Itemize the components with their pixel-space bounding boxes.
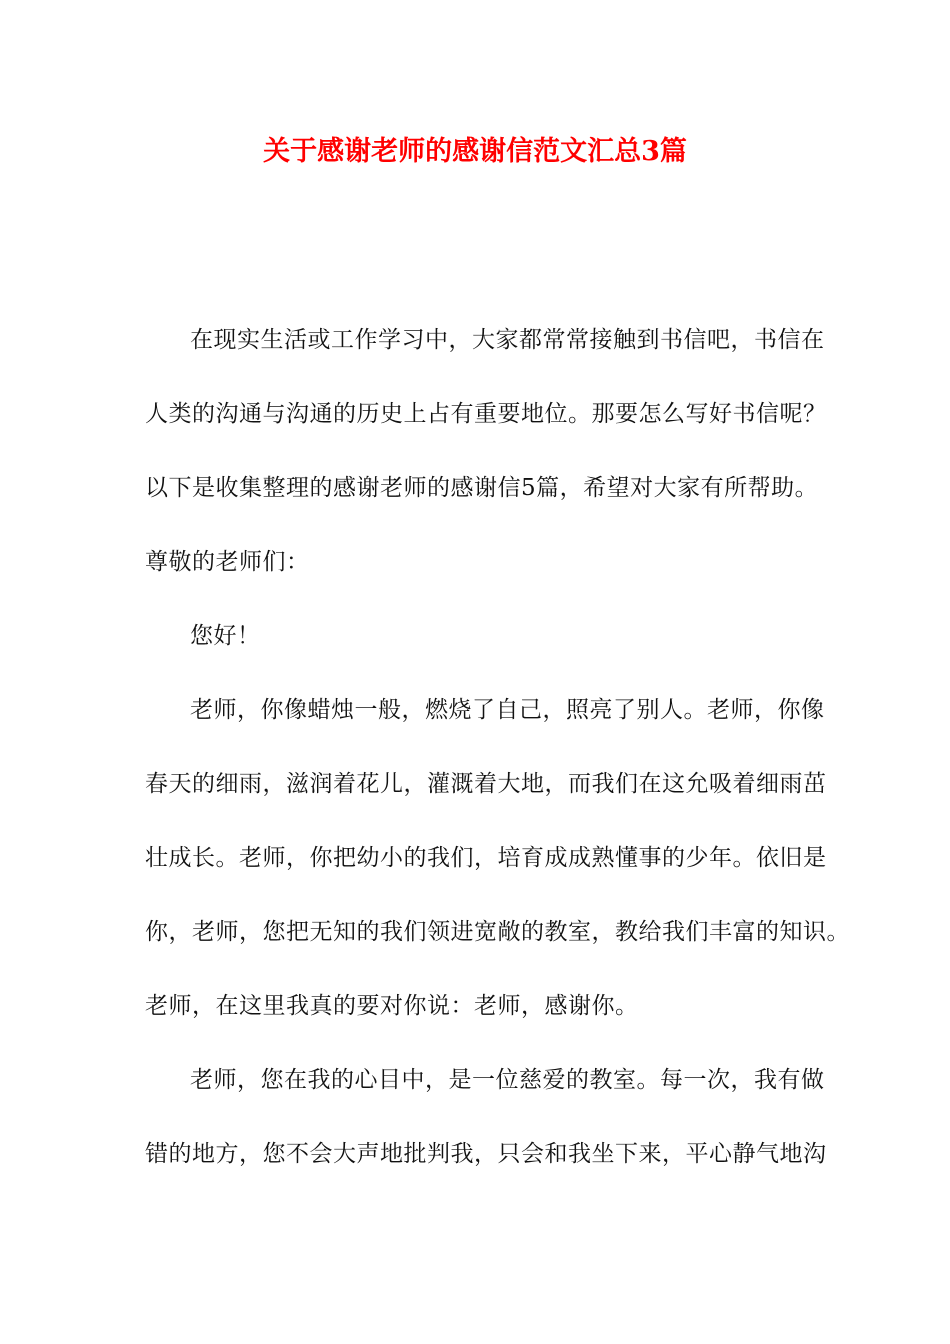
paragraph-line: 春天的细雨，滋润着花儿，灌溉着大地，而我们在这允吸着细雨茁 [145,771,827,797]
paragraph-line: 在现实生活或工作学习中，大家都常常接触到书信吧，书信在 [190,327,825,353]
salutation-line: 尊敬的老师们： [145,549,310,575]
paragraph-line: 老师，在这里我真的要对你说：老师，感谢你。 [145,993,639,1019]
paragraph-line: 你，老师，您把无知的我们领进宽敞的教室，教给我们丰富的知识。 [145,919,850,945]
greeting-line: 您好！ [190,623,261,649]
paragraph-line: 壮成长。老师，你把幼小的我们，培育成成熟懂事的少年。依旧是 [145,845,827,871]
document-title: 关于感谢老师的感谢信范文汇总3篇 [263,136,687,167]
paragraph-line: 错的地方，您不会大声地批判我，只会和我坐下来，平心静气地沟 [145,1141,827,1167]
paragraph-line: 以下是收集整理的感谢老师的感谢信5篇，希望对大家有所帮助。 [145,475,819,501]
paragraph-line: 老师，您在我的心目中，是一位慈爱的教室。每一次，我有做 [190,1067,825,1093]
paragraph-line: 人类的沟通与沟通的历史上占有重要地位。那要怎么写好书信呢？ [145,401,827,427]
paragraph-line: 老师，你像蜡烛一般，燃烧了自己，照亮了别人。老师，你像 [190,697,825,723]
